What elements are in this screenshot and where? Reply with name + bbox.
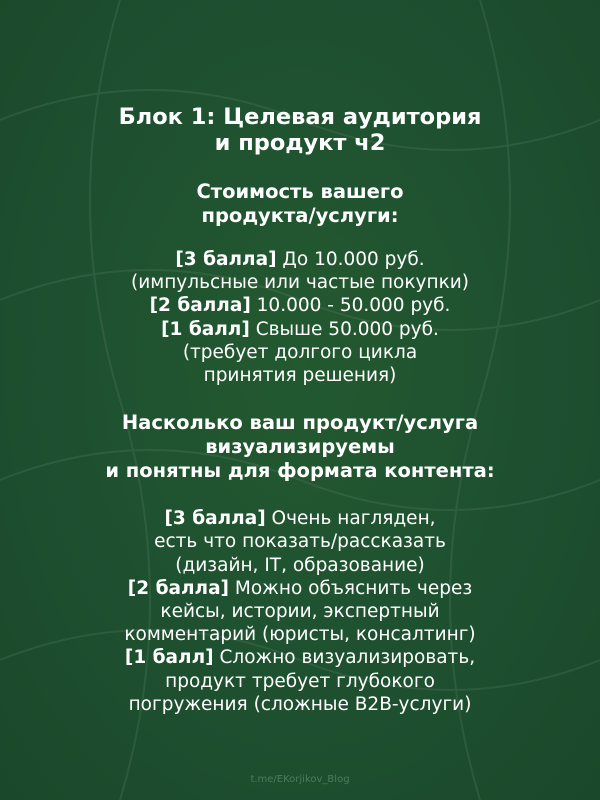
visual-option-2 (0, 577, 600, 600)
visual-option-1-detail-1: продукт требует глубокого (165, 670, 435, 692)
visual-option-2-detail-2: комментарий (юристы, консалтинг) (124, 624, 476, 646)
visual-option-2-detail-1: кейсы, истории, экспертный (160, 601, 440, 623)
score-label: [3 балла] (164, 508, 266, 530)
option-text: Можно объяснить через (229, 577, 473, 599)
title-line-1: Блок 1: Целевая аудитория (118, 104, 482, 130)
visual-heading-line-3: и понятны для формата контента: (105, 459, 495, 483)
option-text: Свыше 50.000 руб. (249, 318, 439, 340)
visual-option-3 (0, 507, 600, 530)
cost-option-3 (0, 248, 600, 271)
visual-option-3-detail-2: (дизайн, IT, образование) (175, 554, 425, 576)
content (0, 104, 600, 716)
option-text: Сложно визуализировать, (213, 647, 476, 669)
cost-heading-line-2: продукта/услуги: (201, 204, 399, 227)
option-text: Очень нагляден, (265, 508, 436, 530)
score-label: [1 балл] (124, 647, 214, 669)
cost-heading-line-1: Стоимость вашего (196, 180, 404, 203)
visual-option-1-detail-2: погружения (сложные B2B-услуги) (128, 693, 472, 715)
score-label: [2 балла] (149, 295, 251, 317)
visual-heading-line-1: Насколько ваш продукт/услуга (121, 411, 479, 435)
cost-option-2 (0, 294, 600, 317)
option-text: До 10.000 руб. (276, 249, 425, 270)
visual-heading-line-2: визуализируемы (205, 435, 395, 459)
option-text: 10.000 - 50.000 руб. (250, 295, 451, 317)
cost-option-1-detail-2: принятия решения) (203, 365, 397, 387)
score-label: [2 балла] (127, 577, 230, 599)
score-label: [1 балл] (161, 318, 250, 340)
visual-option-3-detail-1: есть что показать/рассказать (154, 531, 446, 553)
cost-option-1-detail-1: (требует долгого цикла (182, 341, 418, 363)
cost-option-3-detail: (импульсные или частые покупки) (131, 272, 469, 294)
title-line-2: и продукт ч2 (214, 130, 386, 156)
visual-option-1 (0, 646, 600, 669)
score-label: [3 балла] (175, 249, 277, 270)
cost-option-1 (0, 318, 600, 341)
watermark: t.me/EKorjikov_Blog (250, 774, 350, 785)
